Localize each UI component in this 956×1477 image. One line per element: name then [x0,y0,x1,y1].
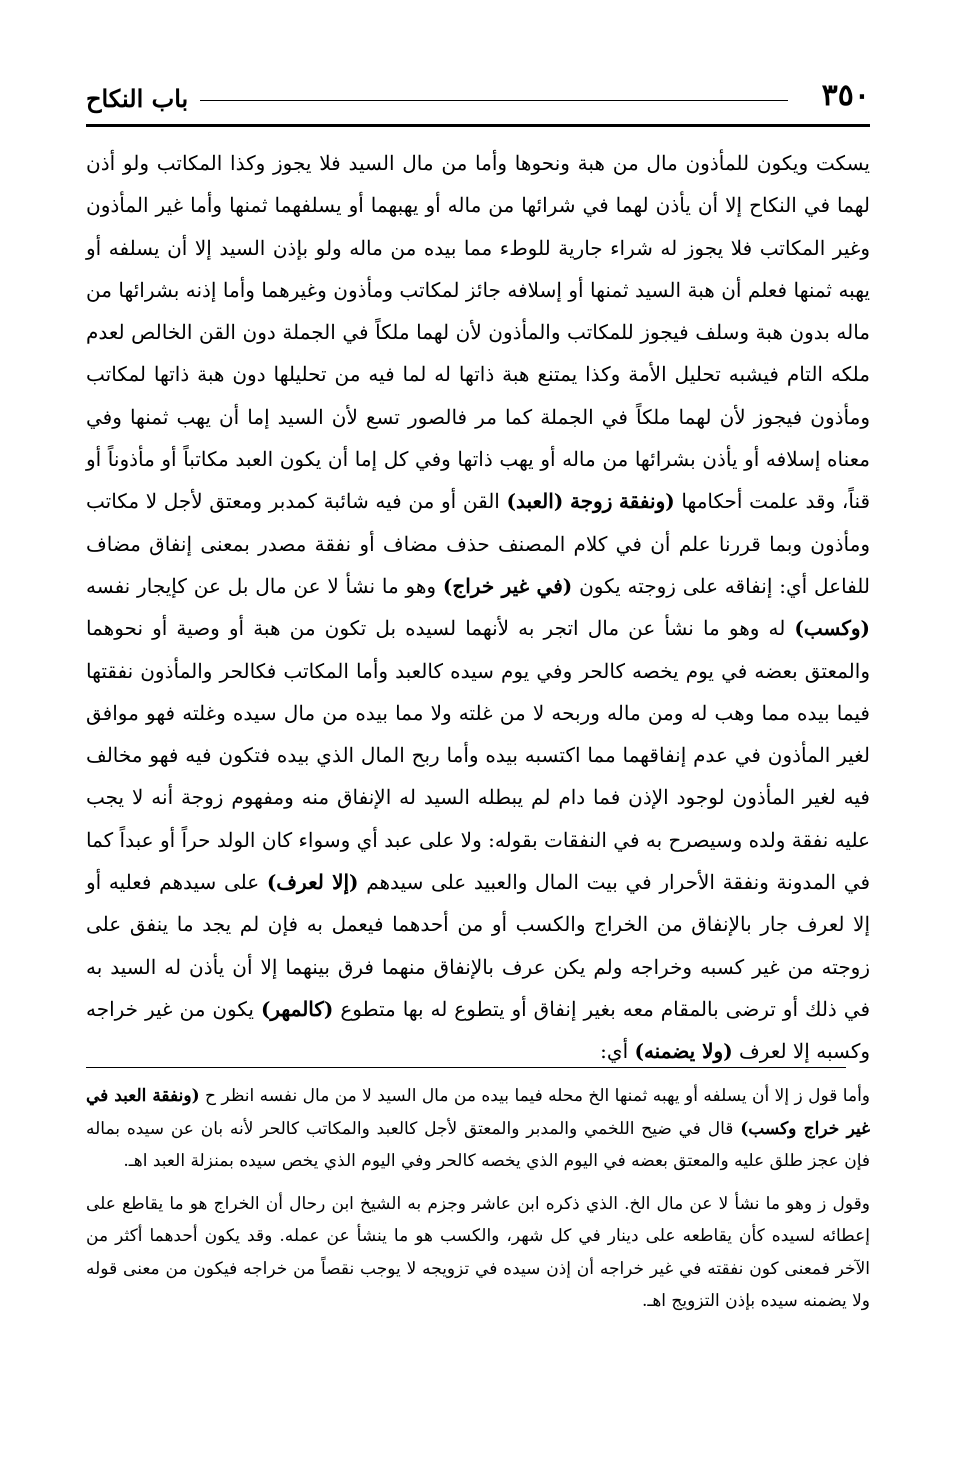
text-run: وهو ما نشأ لا عن مال بل عن كإيجار نفسه [86,573,437,598]
matn-term: (العبد) [506,489,564,514]
text-run: أي: [600,1039,629,1064]
text-run: وأما قول ز إلا أن يسلفه أو يهبه ثمنها الخ محله فيما بيده من مال السيد لا من مال نفسه انظر ح [205,1086,871,1106]
matn-term: (كالمهر) [260,996,334,1021]
text-run: القن أو من فيه شائبة كمدبر ومعتق لأجل لا مكاتب ومأذون وبما قررنا علم أن في كلام المصنف حذف مضاف أو نفقة مصدر بمعنى إنفاق مضاف للفاعل أي: إنفاقه على زوجته يكون [86,489,871,598]
footnotes [86,1080,870,1318]
text-run: يكون من غير خراجه وكسبه إلا لعرف [86,996,870,1064]
matn-term: زوجة [569,489,613,514]
text-run: قال في ضيح اللخمي والمدبر والمعتق لأجل كالعبد والمكاتب كالحر لأنه بان عن سيده بماله فإن عجز طلق عليه والمعتق بعضه في اليوم الذي يخصه كالحر وفي اليوم الذي يخص سيده بمنزلة العبد اهـ. [86,1118,870,1171]
matn-term: (ولا يضمنه) [634,1039,733,1064]
main-paragraph [86,142,870,1073]
header-divider [86,124,870,127]
main-text [86,142,870,1073]
chapter-title: باب النكاح [86,84,189,113]
matn-term: (في غير خراج) [442,573,573,598]
page-number: ٣٥٠ [821,78,870,113]
header-rule [200,100,788,101]
footnote-separator [86,1067,846,1068]
text-run: له وهو ما نشأ عن مال اتجر به لأنهما لسيده بل تكون من هبة أو وصية أو نحوهما والمعتق بعضه في يوم يخصه كالحر وفي يوم سيده كالعبد وأما المكاتب فكالحر والمأذون نفقتها فيما بيده مما وهب له ومن ماله وربحه لا من غلته ولا مما بيده من مال سيده وغلته فهو موافق لغير المأذون في عدم إنفاقهما مما اكتسبه بيده وأما ربح المال الذي بيده فتكون فيه فهو مخالف فيه لغير المأذون لوجود الإذن فما دام لم يبطله السيد له الإنفاق منه ومفهوم زوجة أنه لا يجب عليه نفقة ولده وسيصرح به في النفقات بقوله: ولا على عبد أي وسواء كان الولد حراً أو عبداً كما في المدونة ونفقة الأحرار في بيت المال والعبيد على سيدهم [86,616,871,895]
matn-term: (إلا لعرف) [266,870,359,895]
quoted-matn: (ونفقة العبد في غير خراج وكسب) [86,1086,871,1139]
matn-term: (ونفقة [619,489,675,514]
text-run: يسكت ويكون للمأذون مال من هبة ونحوها وأما من مال السيد فلا يجوز وكذا المكاتب ولو أذن لهما في النكاح إلا أن يأذن لهما في شرائها من ماله أو يهبهما أو يسلفهما ثمنها وأما غير المأذون وغير المكاتب فلا يجوز له شراء جارية للوطء مما بيده من ماله ولو بإذن السيد إلا أن يسلفه أو يهبه ثمنها فعلم أن هبة السيد ثمنها أو إسلافه جائز لمكاتب ومأذون وغيرهما وأما إذنه بشرائها من ماله بدون هبة وسلف فيجوز للمكاتب والمأذون لأن لهما ملكاً في الجملة دون القن الخالص لعدم ملكه التام فيشبه تحليل الأمة وكذا يمتنع هبة ذاتها له لما فيه من تحليلها دون هبة ذاتها لمكاتب ومأذون فيجوز لأن لهما ملكاً في الجملة كما مر فالصور تسع لأن السيد إما أن يهب ثمنها وفي معناه إسلافه أو يأذن بشرائها من ماله أو يهب ذاتها وفي كل إما أن يكون العبد مكاتباً أو مأذوناً أو قناً، وقد علمت أحكامها [86,151,871,514]
matn-term: (وكسب) [794,616,870,641]
page-header [86,78,870,130]
footnote [86,1188,870,1318]
text-run: وقول ز وهو ما نشأ لا عن مال الخ. الذي ذكره ابن عاشر وجزم به الشيخ ابن رحال أن الخراج هو ما يقاطع على إعطائه لسيده كأن يقاطعه على دينار في كل شهر، والكسب هو ما ينشأ عن عمله. وقد يكون أحدهما أكثر من الآخر فمعنى كون نفقته في غير خراجه أن إذن سيده في تزويجه لا يوجب نقصاً من خراجه فيكون من معنى قوله ولا يضمنه سيده بإذن التزويج اهـ. [86,1193,870,1311]
footnote [86,1080,870,1178]
text-run: على سيدهم فعليه أو إلا لعرف جار بالإنفاق من الخراج والكسب أو من أحدهما فيعمل به فإن لم يجد ما ينفق على زوجته من غير كسبه وخراجه ولم يكن عرف بالإنفاق منهما فرق بينهما إلا أن يأذن له السيد به في ذلك أو ترضى بالمقام معه بغير إنفاق أو يتطوع له بها متطوع [86,870,871,1021]
